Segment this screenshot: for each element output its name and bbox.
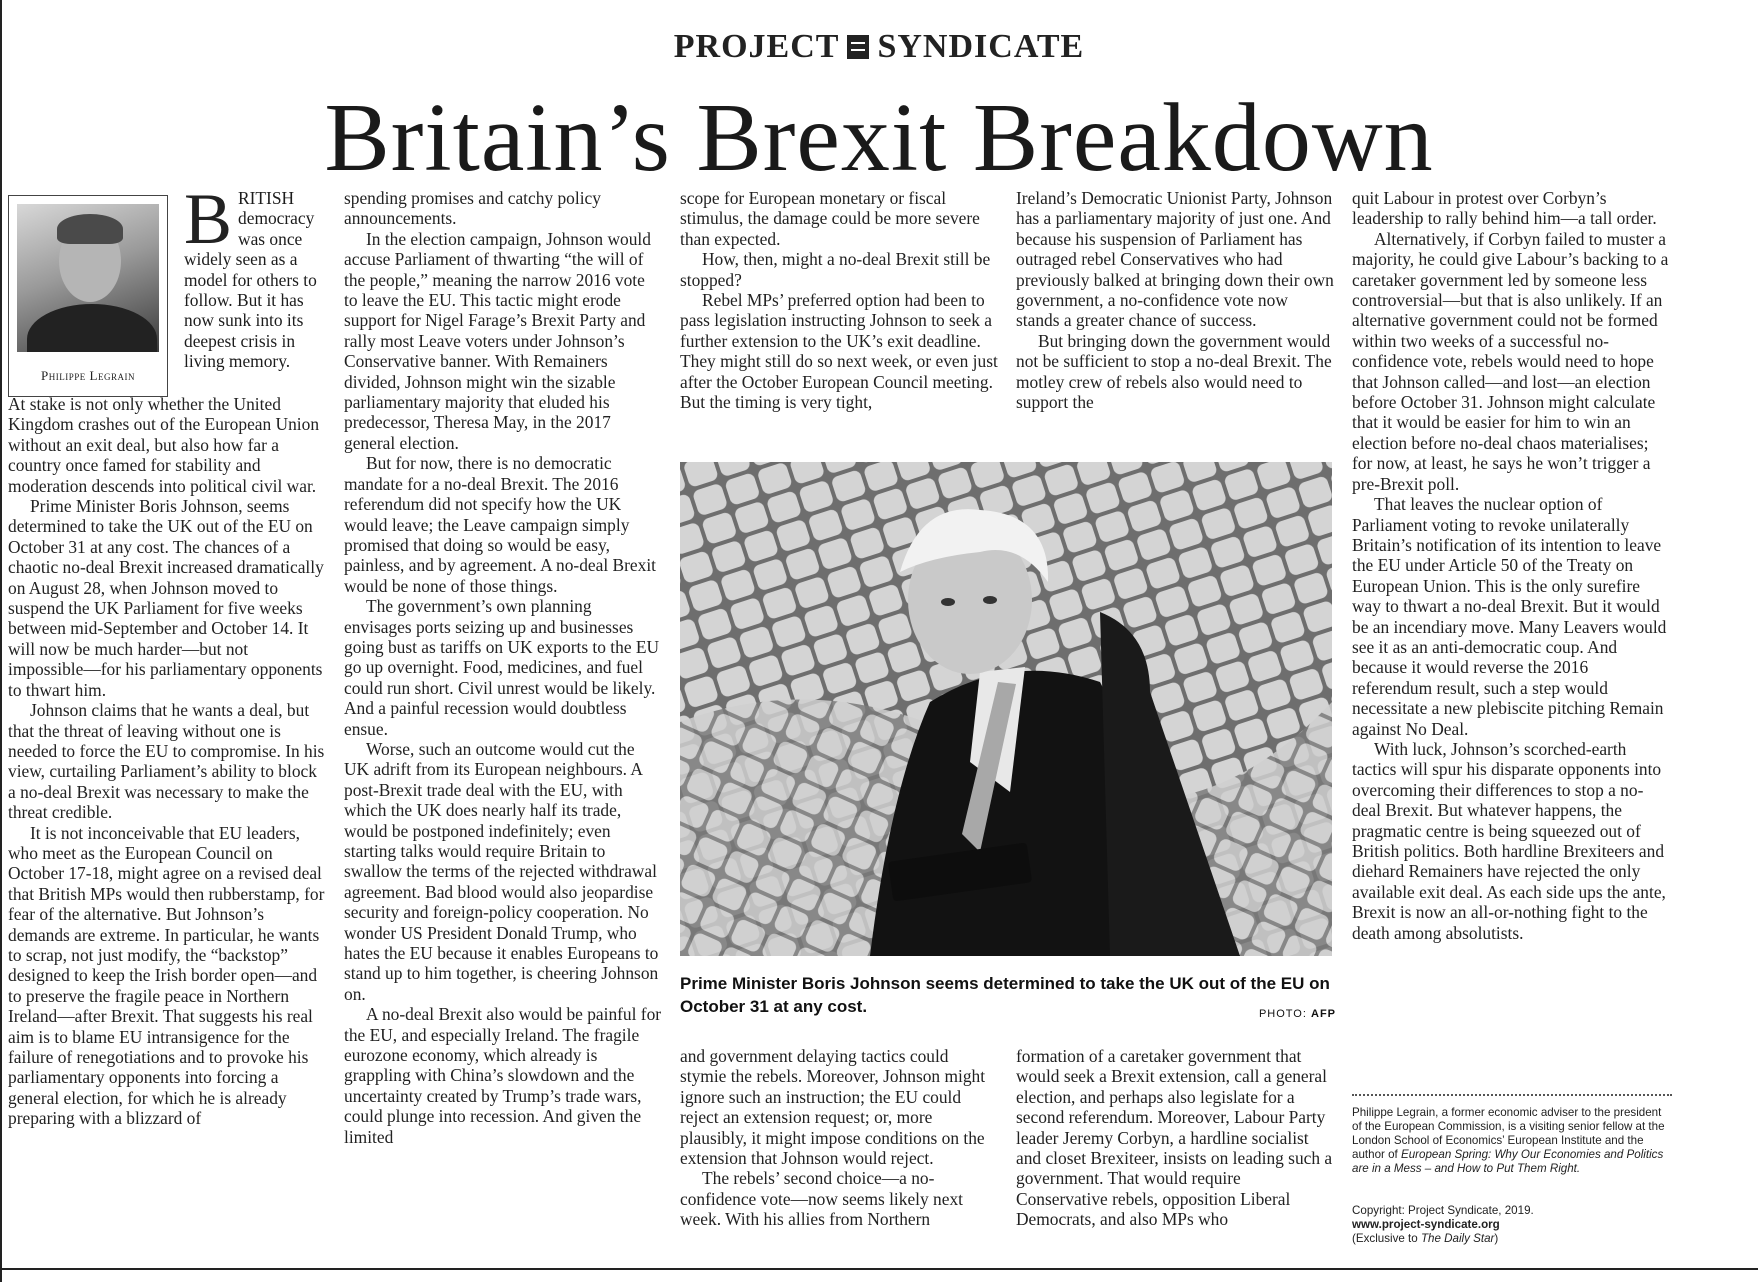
paragraph: formation of a caretaker government that would seek a Brexit extension, call a general election, and perhaps also legislate for a second referendum. Moreover, Labour Party leader Jeremy Corbyn, a hardline socialist and closet Brexiteer, insists on leading such a government. That would require Conservative rebels, opposition Liberal Democrats, and also MPs who: [1016, 1046, 1333, 1230]
paragraph: Ireland’s Democratic Unionist Party, Johnson has a parliamentary majority of just one. And because his suspension of Parliament has outraged rebel Conservatives who had previously balked at bringing down their own government, a no-confidence vote now stands a greater chance of success.: [1016, 188, 1334, 331]
paragraph: Alternatively, if Corbyn failed to muster a majority, he could give Labour’s backing to a caretaker government led by someone less controversial—but that is also unlikely. If an alternative government could not be formed within two weeks of a successful no-confidence vote, rebels would need to hope that Johnson called—and lost—an election before October 31. Johnson might calculate that it would be easier for him to win an election before no-deal chaos materialises; for now, at least, he says he won’t trigger a pre-Brexit poll.: [1352, 228, 1669, 494]
paragraph: Rebel MPs’ preferred option had been to pass legislation instructing Johnson to seek a further extension to the UK’s exit deadline. They might still do so next week, or even just after the October European Council meeting. But the timing is very tight,: [680, 290, 998, 413]
photo-caption: Prime Minister Boris Johnson seems determined to take the UK out of the EU on October 31 at any cost.: [680, 974, 1330, 1016]
exclusive-paper: The Daily Star: [1420, 1232, 1495, 1245]
author-name: Philippe Legrain: [41, 368, 135, 383]
copyright-block: [1352, 1204, 1672, 1246]
article-photo: [680, 462, 1332, 956]
paragraph: Johnson claims that he wants a deal, but that the threat of leaving without one is needed to force the EU to compromise. In his view, curtailing Parliament’s ability to block a no-deal Brexit was necessary to make the threat credible.: [8, 700, 325, 823]
masthead: [0, 28, 1758, 66]
exclusive-line: [1352, 1232, 1672, 1246]
article-column-1: [8, 394, 326, 1129]
paragraph: quit Labour in protest over Corbyn’s leadership to rally behind him—a tall order.: [1352, 188, 1657, 229]
article-intro: [184, 179, 324, 372]
bottom-border-rule: [0, 1268, 1758, 1270]
masthead-left: PROJECT: [673, 28, 840, 65]
paragraph: In the election campaign, Johnson would accuse Parliament of thwarting “the will of the people,” meaning the narrow 2016 vote to leave the EU. This tactic might erode support for Nigel Farage’s Brexit Party and rally most Leave voters under Johnson’s Conservative banner. With Remainers divided, Johnson might win the sizable parliamentary majority that eluded his predecessor, Theresa May, in the 2017 general election.: [344, 228, 651, 453]
source-link[interactable]: www.project-syndicate.org: [1352, 1218, 1500, 1231]
photo-credit-label: PHOTO:: [1258, 1008, 1307, 1020]
exclusive-prefix: (Exclusive to: [1352, 1232, 1421, 1245]
paragraph: But for now, there is no democratic mandate for a no-deal Brexit. The 2016 referendum did not specify how the UK would leave; the Leave campaign simply promised that doing so would be easy, painless, and by agreement. A no-deal Brexit would be none of those things.: [344, 453, 656, 596]
newspaper-icon: [847, 35, 869, 59]
author-photo: [8, 195, 168, 397]
paragraph: The rebels’ second choice—a no-confidence vote—now seems likely next week. With his allies from Northern: [680, 1168, 963, 1230]
article-column-4-lower: [1016, 1046, 1334, 1230]
bio-divider: [1352, 1094, 1672, 1096]
paragraph: But bringing down the government would not be sufficient to stop a no-deal Brexit. The motley crew of rebels also would need to support the: [1016, 330, 1332, 413]
photo-credit: [1140, 1008, 1336, 1020]
author-bio: [1352, 1106, 1672, 1176]
paragraph: It is not inconceivable that EU leaders, who meet as the European Council on October 17-18, might agree on a revised deal that British MPs would then rubberstamp, for fear of the alternative. But Johnson’s demands are extreme. In particular, he wants to scrap, not just modify, the “backstop” designed to keep the Irish border open—and to preserve the fragile peace in Northern Ireland—after Brexit. That suggests his real aim is to blame EU intransigence for the failure of renegotiations and to provoke his parliamentary opponents into forcing a general election, for which he is already preparing with a blizzard of: [8, 822, 325, 1129]
author-portrait: [17, 204, 159, 352]
bio-text: Philippe Legrain, a former economic adviser to the president of the European Commission, is a visiting senior fellow at the London School of Economics’ European Institute and the author of: [1352, 1106, 1665, 1161]
article-column-4: [1016, 188, 1334, 412]
bio-book-title: European Spring: Why Our Economies and Politics are in a Mess – and How to Put Them Right.: [1352, 1148, 1664, 1175]
article-column-3-lower: [680, 1046, 998, 1230]
paragraph: Worse, such an outcome would cut the UK adrift from its European neighbours. A post-Brexit trade deal with the EU, with which the UK does nearly half its trade, would be postponed indefinitely; even starting talks would require Britain to swallow the terms of the rejected withdrawal agreement. Bad blood would also jeopardise security and foreign-policy cooperation. No wonder US President Donald Trump, who hates the EU because it enables Europeans to stand up to him together, is cheering Johnson on.: [344, 738, 659, 1004]
article-column-5: [1352, 188, 1670, 943]
intro-text: RITISH democracy was once widely seen as a model for others to follow. But it has now sunk into its deepest crisis in living memory.: [184, 188, 317, 372]
drop-cap: B: [184, 179, 233, 259]
photo-credit-source: AFP: [1311, 1008, 1336, 1020]
paragraph: At stake is not only whether the United Kingdom crashes out of the European Union without an exit deal, but also how far a country once famed for stability and moderation descends into political civil war.: [8, 394, 320, 496]
paragraph: With luck, Johnson’s scorched-earth tactics will spur his disparate opponents into overcoming their differences to stop a no-deal Brexit. But whatever happens, the pragmatic centre is being squeezed out of British politics. Both hardline Brexiteers and diehard Remainers have rejected the only available exit deal. As each side ups the ante, Brexit is now an all-or-nothing fight to the death among absolutists.: [1352, 738, 1666, 943]
exclusive-suffix: ): [1494, 1232, 1499, 1245]
paragraph: A no-deal Brexit also would be painful for the EU, and especially Ireland. The fragile eurozone economy, which already is grappling with China’s slowdown and the uncertainty created by Trump’s trade wars, could plunge into recession. And given the limited: [344, 1004, 662, 1147]
paragraph: The government’s own planning envisages ports seizing up and businesses going bust as tariffs on UK exports to the EU go up overnight. Food, medicines, and fuel could run short. Civil unrest would be likely. And a painful recession would doubtless ensue.: [344, 596, 660, 739]
cobblestone-photo: [680, 462, 1332, 956]
copyright-line: Copyright: Project Syndicate, 2019.: [1352, 1204, 1534, 1217]
article-column-3: [680, 188, 998, 412]
paragraph: How, then, might a no-deal Brexit still be stopped?: [680, 249, 991, 290]
paragraph: That leaves the nuclear option of Parliament voting to revoke unilaterally Britain’s notification of its intention to leave the EU under Article 50 of the Treaty on European Union. This is the only surefire way to thwart a no-deal Brexit. But it would be an incendiary move. Many Leavers would see it as an anti-democratic coup. And because it would reverse the 2016 referendum result, such a step would necessitate a new plebiscite pitching Remain against No Deal.: [1352, 494, 1667, 739]
paragraph: Prime Minister Boris Johnson, seems determined to take the UK out of the EU on October 31 at any cost. The chances of a chaotic no-deal Brexit increased dramatically on August 28, when Johnson moved to suspend the UK Parliament for five weeks between mid-September and October 14. It will now be much harder—but not impossible—for his parliamentary opponents to thwart him.: [8, 496, 324, 700]
paragraph: scope for European monetary or fiscal stimulus, the damage could be more severe than expected.: [680, 188, 980, 249]
masthead-right: SYNDICATE: [877, 28, 1085, 65]
paragraph: and government delaying tactics could stymie the rebels. Moreover, Johnson might ignore such an instruction; the EU could reject an extension request; or, more plausibly, it might impose conditions on the extension that Johnson would reject.: [680, 1046, 986, 1169]
article-column-2: [344, 188, 662, 1147]
headline: Britain’s Brexit Breakdown: [324, 84, 1434, 192]
paragraph: spending promises and catchy policy announcements.: [344, 188, 601, 229]
